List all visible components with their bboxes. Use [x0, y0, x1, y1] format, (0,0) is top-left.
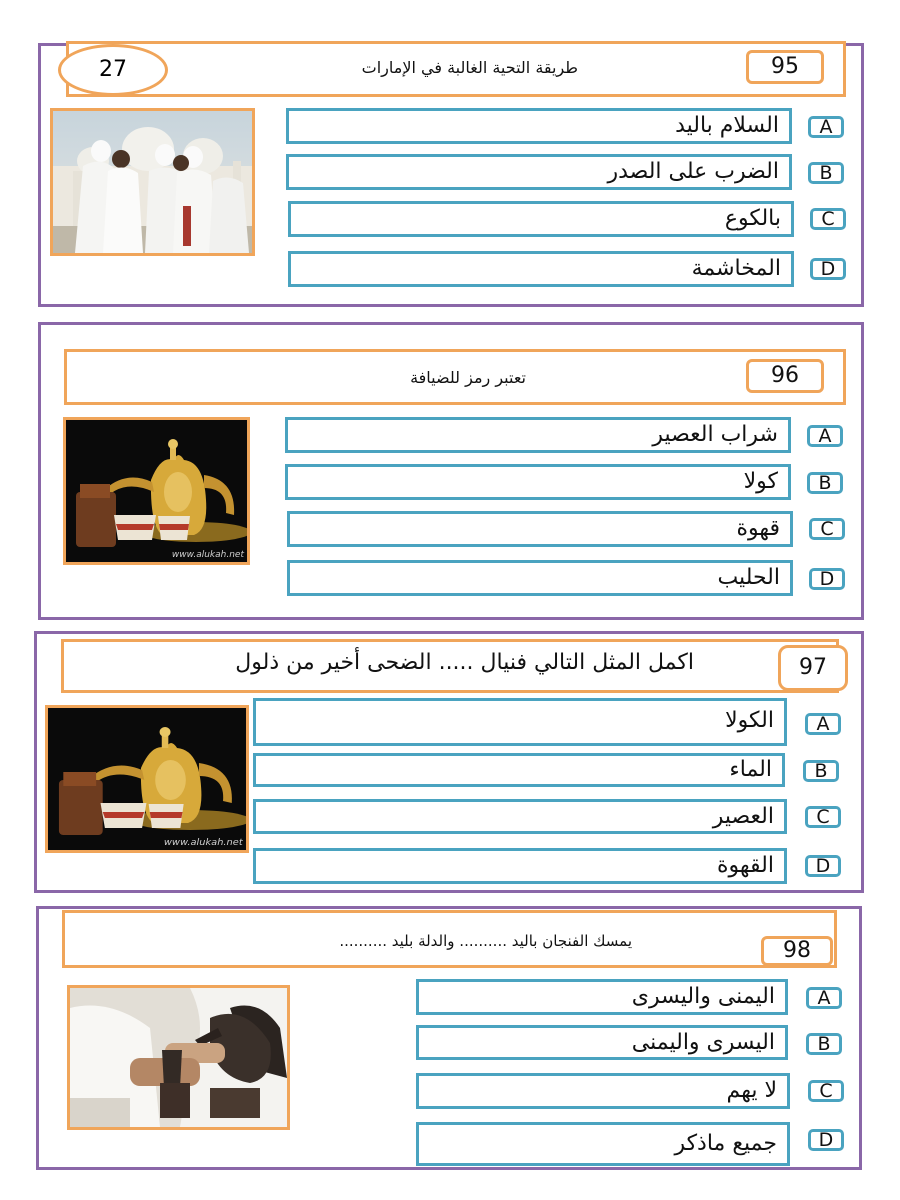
option-letter-B[interactable]: B: [806, 1033, 842, 1055]
image-caption: www.alukah.net: [171, 550, 244, 560]
option-B[interactable]: الضرب على الصدر: [286, 154, 792, 190]
option-D[interactable]: الحليب: [287, 560, 793, 596]
question-text: يمسك الفنجان باليد .......... والدلة بليد ..........: [339, 932, 632, 950]
option-C[interactable]: لا يهم: [416, 1073, 790, 1109]
pouring-arabic-coffee-photo: [67, 985, 290, 1130]
question-number: 95: [746, 50, 824, 84]
dallah-coffee-pot-photo: [45, 705, 249, 853]
option-letter-D[interactable]: D: [805, 855, 841, 877]
option-letter-C[interactable]: C: [808, 1080, 844, 1102]
page-badge: 27: [58, 44, 168, 96]
option-letter-A[interactable]: A: [805, 713, 841, 735]
option-letter-C[interactable]: C: [805, 806, 841, 828]
option-letter-D[interactable]: D: [809, 568, 845, 590]
question-text: اكمل المثل التالي فنيال ..... الضحى أخير من ذلول: [235, 650, 694, 675]
option-letter-C[interactable]: C: [810, 208, 846, 230]
option-A[interactable]: شراب العصير: [285, 417, 791, 453]
option-C[interactable]: العصير: [253, 799, 787, 834]
option-A[interactable]: اليمنى واليسرى: [416, 979, 788, 1015]
option-letter-B[interactable]: B: [807, 472, 843, 494]
option-B[interactable]: اليسرى واليمنى: [416, 1025, 788, 1060]
option-letter-A[interactable]: A: [806, 987, 842, 1009]
dallah-coffee-pot-photo: [63, 417, 250, 565]
option-A[interactable]: الكولا: [253, 698, 787, 746]
question-number: 96: [746, 359, 824, 393]
question-number: 98: [761, 936, 833, 966]
option-letter-A[interactable]: A: [808, 116, 844, 138]
option-B[interactable]: الماء: [253, 753, 785, 787]
question-text: تعتبر رمز للضيافة: [410, 368, 526, 387]
option-C[interactable]: قهوة: [287, 511, 793, 547]
option-D[interactable]: القهوة: [253, 848, 787, 884]
option-letter-B[interactable]: B: [808, 162, 844, 184]
question-text: طريقة التحية الغالبة في الإمارات: [361, 58, 578, 77]
option-letter-C[interactable]: C: [809, 518, 845, 540]
option-letter-D[interactable]: D: [810, 258, 846, 280]
question-number: 97: [778, 645, 848, 691]
option-A[interactable]: السلام باليد: [286, 108, 792, 144]
option-letter-A[interactable]: A: [807, 425, 843, 447]
option-C[interactable]: بالكوع: [288, 201, 794, 237]
image-caption: www.alukah.net: [163, 837, 243, 848]
option-B[interactable]: كولا: [285, 464, 791, 500]
emirati-men-nose-greeting-photo: [50, 108, 255, 256]
option-letter-D[interactable]: D: [808, 1129, 844, 1151]
option-D[interactable]: جميع ماذكر: [416, 1122, 790, 1166]
option-D[interactable]: المخاشمة: [288, 251, 794, 287]
option-letter-B[interactable]: B: [803, 760, 839, 782]
